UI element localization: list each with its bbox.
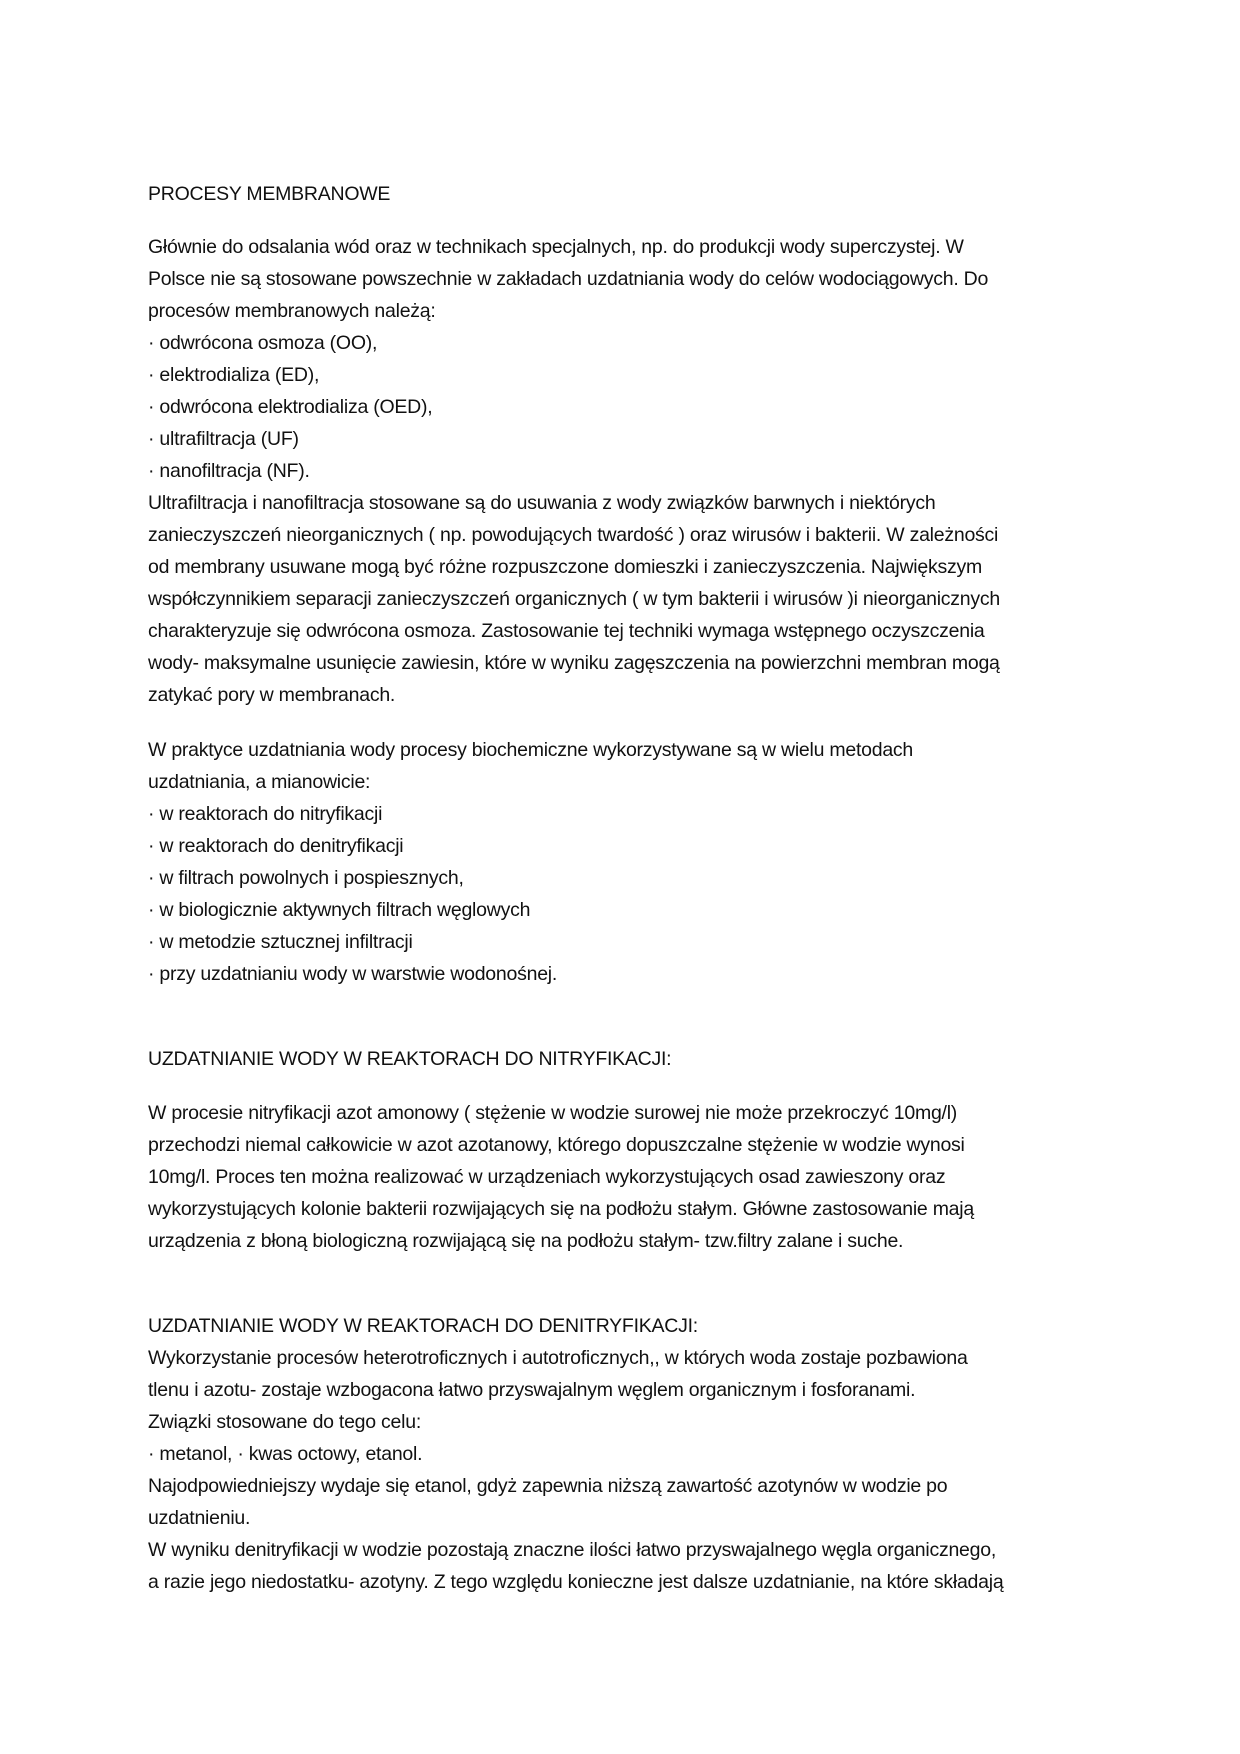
text-line: Polsce nie są stosowane powszechnie w zakładach uzdatniania wody do celów wodociągowych. Do bbox=[148, 268, 989, 290]
paragraph-nitryfikacja bbox=[148, 1097, 1128, 1257]
heading-nitryfikacja bbox=[148, 1043, 1128, 1075]
text-line: · odwrócona osmoza (OO), bbox=[148, 332, 378, 354]
text-line: · w filtrach powolnych i pospiesznych, bbox=[148, 867, 464, 889]
paragraph-denitryfikacja bbox=[148, 1342, 1128, 1598]
text-line: 10mg/l. Proces ten można realizować w urządzeniach wykorzystujących osad zawieszony oraz bbox=[148, 1166, 946, 1188]
text-line: zanieczyszczeń nieorganicznych ( np. powodujących twardość ) oraz wirusów i bakterii. W zależności bbox=[148, 524, 999, 546]
text-line: urządzenia z błoną biologiczną rozwijającą się na podłożu stałym- tzw.filtry zalane i suche. bbox=[148, 1230, 904, 1252]
text-line: od membrany usuwane mogą być różne rozpuszczone domieszki i zanieczyszczenia. Największym bbox=[148, 556, 982, 578]
paragraph-membrane bbox=[148, 231, 1128, 711]
text-line: a razie jego niedostatku- azotyny. Z tego względu konieczne jest dalsze uzdatnianie, na które składają bbox=[148, 1571, 1004, 1593]
text-line: charakteryzuje się odwrócona osmoza. Zastosowanie tej techniki wymaga wstępnego oczyszczenia bbox=[148, 620, 985, 642]
heading-denitryfikacja bbox=[148, 1310, 1128, 1342]
paragraph-biochemical bbox=[148, 734, 1128, 990]
text-line: · w reaktorach do denitryfikacji bbox=[148, 835, 404, 857]
heading-text: UZDATNIANIE WODY W REAKTORACH DO NITRYFIKACJI: bbox=[148, 1048, 672, 1070]
text-line: Związki stosowane do tego celu: bbox=[148, 1411, 421, 1433]
text-line: zatykać pory w membranach. bbox=[148, 684, 396, 706]
text-line: tlenu i azotu- zostaje wzbogacona łatwo przyswajalnym węglem organicznym i fosforanami. bbox=[148, 1379, 916, 1401]
text-line: procesów membranowych należą: bbox=[148, 300, 436, 322]
heading-text: UZDATNIANIE WODY W REAKTORACH DO DENITRYFIKACJI: bbox=[148, 1315, 698, 1337]
text-line: uzdatniania, a mianowicie: bbox=[148, 771, 371, 793]
text-line: W wyniku denitryfikacji w wodzie pozostają znaczne ilości łatwo przyswajalnego węgla organicznego, bbox=[148, 1539, 997, 1561]
text-line: przechodzi niemal całkowicie w azot azotanowy, którego dopuszczalne stężenie w wodzie wynosi bbox=[148, 1134, 965, 1156]
text-line: · elektrodializa (ED), bbox=[148, 364, 320, 386]
text-line: W procesie nitryfikacji azot amonowy ( stężenie w wodzie surowej nie może przekroczyć 10mg/l) bbox=[148, 1102, 958, 1124]
text-line: · w metodzie sztucznej infiltracji bbox=[148, 931, 413, 953]
text-line: wody- maksymalne usunięcie zawiesin, które w wyniku zagęszczenia na powierzchni membran mogą bbox=[148, 652, 1000, 674]
text-line: uzdatnieniu. bbox=[148, 1507, 251, 1529]
text-line: Ultrafiltracja i nanofiltracja stosowane są do usuwania z wody związków barwnych i niektórych bbox=[148, 492, 936, 514]
text-line: · odwrócona elektrodializa (OED), bbox=[148, 396, 433, 418]
text-line: · przy uzdatnianiu wody w warstwie wodonośnej. bbox=[148, 963, 558, 985]
text-line: Głównie do odsalania wód oraz w technikach specjalnych, np. do produkcji wody superczystej. W bbox=[148, 236, 964, 258]
text-line: · ultrafiltracja (UF) bbox=[148, 428, 299, 450]
text-line: wykorzystujących kolonie bakterii rozwijających się na podłożu stałym. Główne zastosowanie mają bbox=[148, 1198, 974, 1220]
text-line: współczynnikiem separacji zanieczyszczeń organicznych ( w tym bakterii i wirusów )i nieorganicznych bbox=[148, 588, 1000, 610]
text-line: · w reaktorach do nitryfikacji bbox=[148, 803, 383, 825]
text-line: · metanol, · kwas octowy, etanol. bbox=[148, 1443, 423, 1465]
text-line: Najodpowiedniejszy wydaje się etanol, gdyż zapewnia niższą zawartość azotynów w wodzie po bbox=[148, 1475, 948, 1497]
text-line: Wykorzystanie procesów heterotroficznych i autotroficznych,, w których woda zostaje pozbawiona bbox=[148, 1347, 968, 1369]
text-line: W praktyce uzdatniania wody procesy biochemiczne wykorzystywane są w wielu metodach bbox=[148, 739, 914, 761]
heading-procesy-membranowe bbox=[148, 178, 1128, 210]
text-line: · nanofiltracja (NF). bbox=[148, 460, 310, 482]
heading-text: PROCESY MEMBRANOWE bbox=[148, 183, 391, 205]
text-line: · w biologicznie aktywnych filtrach węglowych bbox=[148, 899, 531, 921]
